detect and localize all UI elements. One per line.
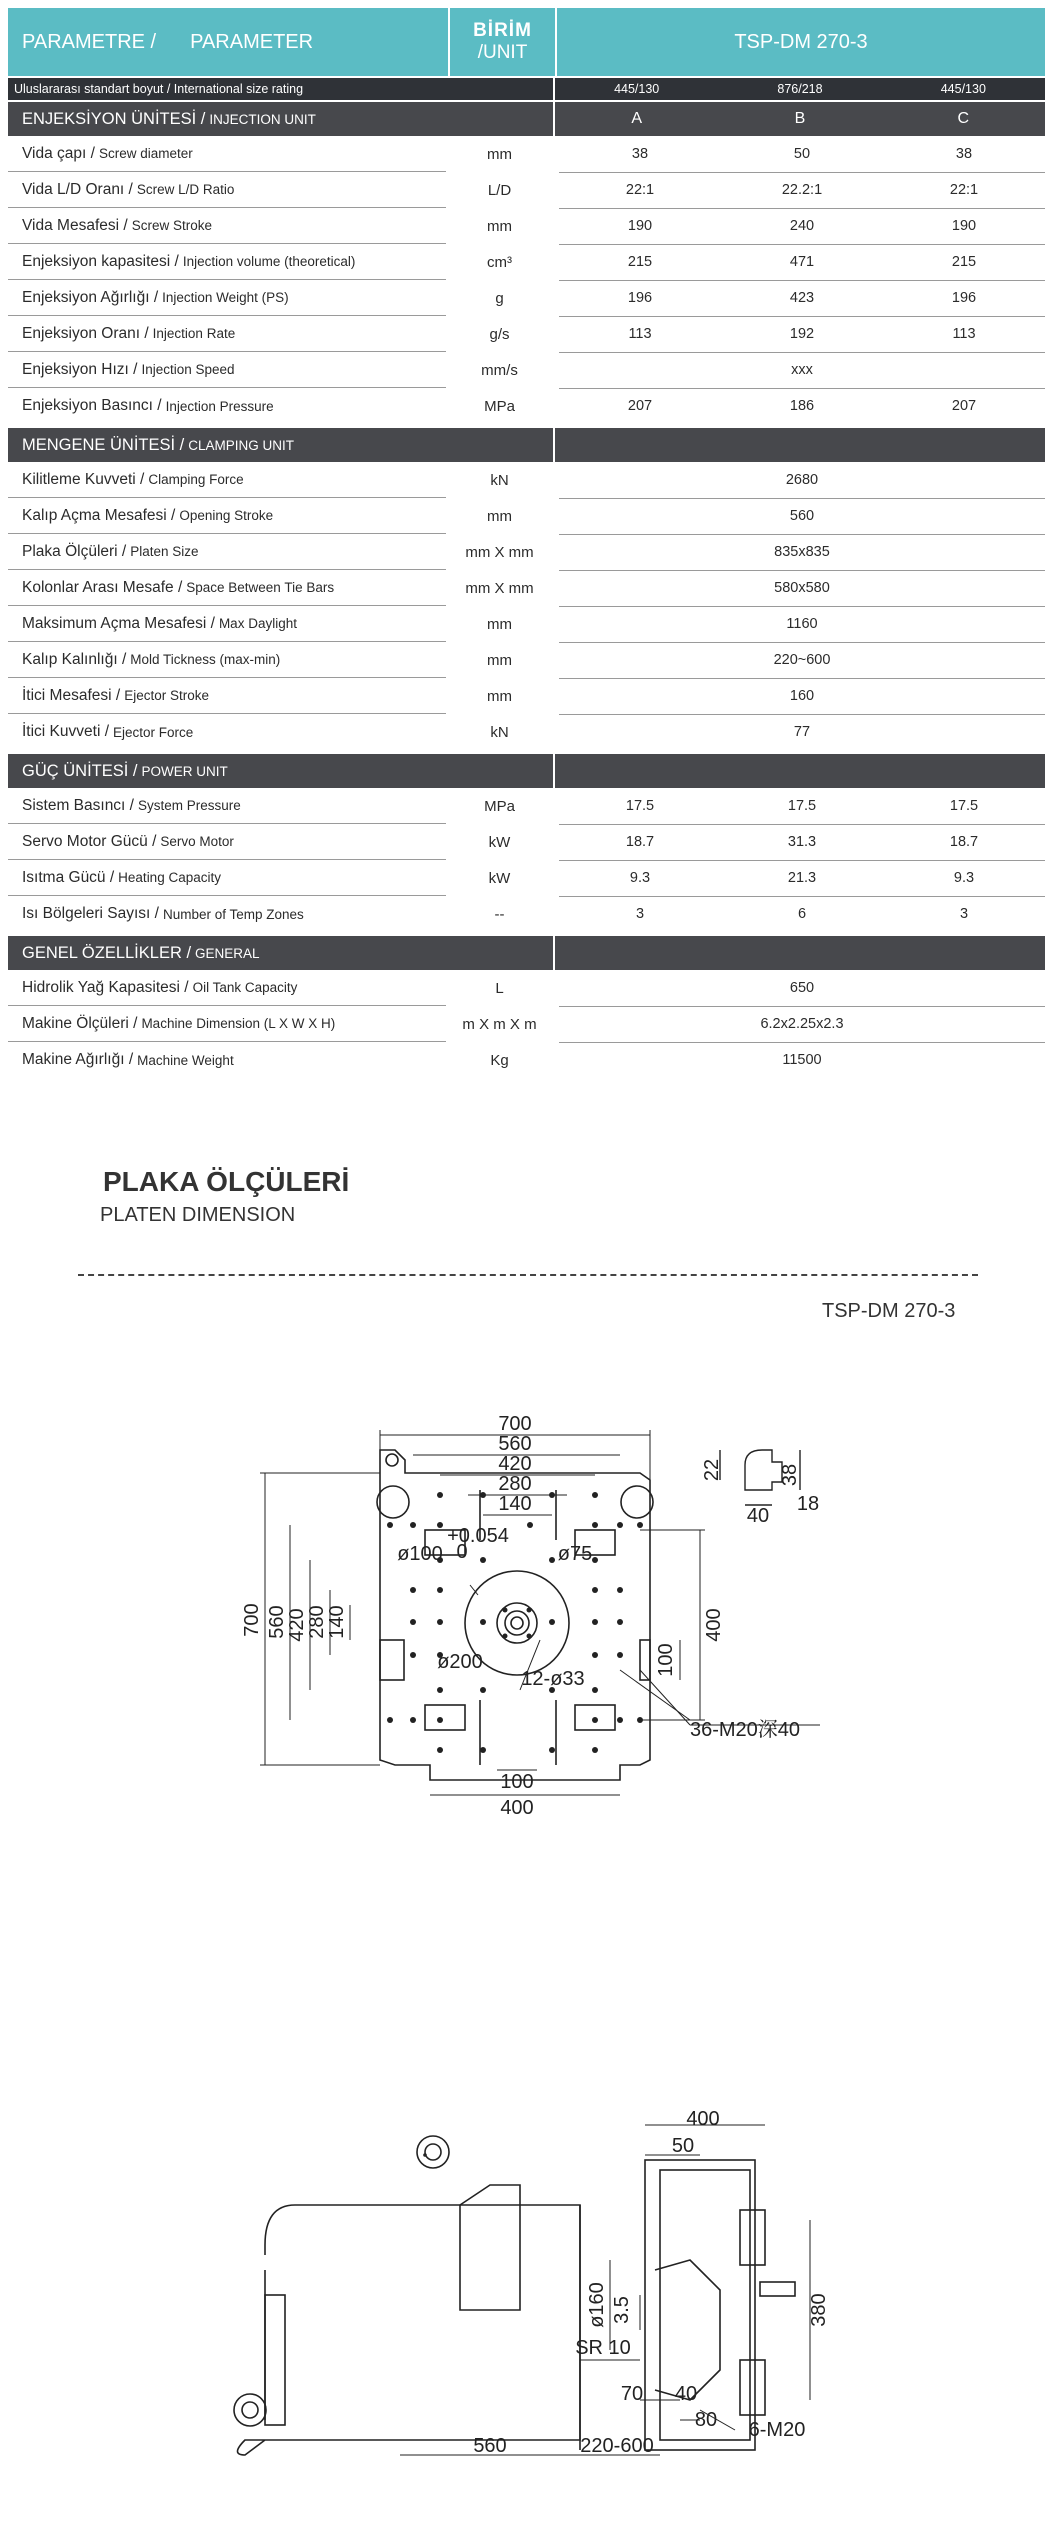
svg-text:22: 22 (701, 1458, 723, 1482)
param-unit: mm (487, 145, 512, 163)
svg-text:40: 40 (674, 2383, 698, 2405)
svg-text:220-600: 220-600 (580, 2435, 654, 2457)
table-row (8, 172, 1045, 208)
table-row (8, 462, 1045, 498)
section-title-en: CLAMPING UNIT (188, 437, 295, 453)
section-header (8, 936, 1045, 970)
svg-text:420: 420 (498, 1453, 532, 1475)
param-value: 38 (631, 145, 649, 162)
param-name-tr: Kalıp Açma Mesafesi / (22, 506, 176, 524)
param-name-en: Max Daylight (218, 616, 297, 631)
column-letter: B (794, 110, 806, 127)
param-value: 207 (627, 398, 653, 414)
param-name-tr: Vida çapı / (22, 144, 95, 162)
param-value: 21.3 (787, 869, 817, 886)
param-value: 192 (789, 325, 815, 342)
section-title-tr: GENEL ÖZELLİKLER / (22, 943, 192, 962)
param-name-tr: Vida L/D Oranı / (22, 180, 133, 198)
param-name-tr: Enjeksiyon Ağırlığı / (22, 288, 159, 306)
svg-text:560: 560 (266, 1605, 288, 1639)
svg-text:80: 80 (694, 2409, 718, 2431)
svg-text:50: 50 (671, 2135, 695, 2157)
section-title-tr: MENGENE ÜNİTESİ / (22, 435, 185, 454)
param-name-en: Oil Tank Capacity (192, 980, 298, 995)
param-unit: kN (490, 471, 509, 489)
param-unit: m X m X m (462, 1015, 537, 1033)
param-name-tr: Kalıp Kalınlığı / (22, 650, 127, 668)
param-unit: L/D (487, 181, 512, 199)
unit-header: BİRİM /UNIT (448, 8, 555, 76)
param-name-en: Platen Size (130, 544, 199, 559)
section-title-tr: ENJEKSİYON ÜNİTESİ / (22, 109, 206, 128)
dashed-divider (78, 1274, 978, 1276)
param-value: 835x835 (774, 543, 830, 560)
platen-subtitle: PLATEN DIMENSION (100, 1204, 296, 1226)
param-name-tr: Plaka Ölçüleri / (22, 542, 127, 560)
param-value: 6 (797, 906, 807, 922)
section-header (8, 102, 1045, 136)
param-unit: g/s (489, 325, 510, 343)
section-title-en: INJECTION UNIT (209, 111, 316, 127)
param-name-tr: Enjeksiyon Basıncı / (22, 397, 162, 414)
size-rating-row (8, 78, 1045, 100)
platen-side-drawing (0, 2110, 1053, 2510)
param-value: 38 (955, 145, 973, 162)
param-value: 2680 (785, 471, 819, 488)
svg-text:560: 560 (473, 2435, 507, 2457)
svg-text:100: 100 (655, 1643, 677, 1677)
platen-title: PLAKA ÖLÇÜLERİ (103, 1166, 350, 1197)
param-name-tr: Isıtma Gücü / (22, 868, 115, 886)
param-unit: kW (488, 869, 511, 887)
svg-text:70: 70 (620, 2383, 644, 2405)
svg-text:ø100: ø100 (397, 1543, 443, 1565)
table-row (8, 824, 1045, 860)
param-name-en: Clamping Force (148, 472, 244, 487)
table-row (8, 642, 1045, 678)
param-value: 215 (951, 253, 977, 270)
param-name-en: Servo Motor (160, 834, 234, 849)
param-unit: g (495, 289, 504, 307)
svg-text:400: 400 (686, 2110, 720, 2130)
param-name-en: Screw Stroke (131, 218, 212, 233)
size-rating-label: Uluslararası standart boyut / International size rating (14, 82, 304, 96)
param-value: 580x580 (774, 579, 830, 596)
param-name-tr: Hidrolik Yağ Kapasitesi / (22, 978, 189, 996)
param-value: 6.2x2.25x2.3 (760, 1015, 844, 1032)
param-name-en: Injection Weight (PS) (162, 290, 289, 305)
table-row (8, 970, 1045, 1006)
table-row (8, 388, 1045, 424)
param-value: 220~600 (773, 651, 831, 668)
param-name-en: Heating Capacity (118, 870, 221, 885)
table-row (8, 244, 1045, 280)
svg-text:100: 100 (500, 1771, 534, 1793)
svg-text:+0.054: +0.054 (447, 1525, 509, 1547)
svg-text:140: 140 (326, 1605, 348, 1639)
svg-text:12-ø33: 12-ø33 (521, 1668, 585, 1690)
platen-front-drawing (0, 1400, 1053, 1960)
param-unit: mm X mm (465, 579, 534, 597)
param-unit: MPa (484, 797, 515, 815)
table-row (8, 860, 1045, 896)
svg-text:38: 38 (779, 1463, 801, 1487)
svg-text:3.5: 3.5 (611, 2296, 633, 2324)
param-unit: mm (487, 687, 512, 705)
param-value: 9.3 (629, 869, 651, 886)
param-value: 650 (789, 979, 815, 996)
table-row (8, 896, 1045, 932)
param-value: 77 (793, 724, 811, 740)
param-name-tr: Maksimum Açma Mesafesi / (22, 614, 215, 632)
param-unit: Kg (490, 1051, 509, 1069)
platen-model: TSP-DM 270-3 (822, 1300, 956, 1322)
table-row (8, 136, 1045, 172)
param-name-en: System Pressure (137, 798, 241, 813)
table-row (8, 534, 1045, 570)
param-unit: L (495, 979, 504, 997)
param-name-tr: Vida Mesafesi / (22, 216, 128, 234)
param-unit: mm (487, 615, 512, 633)
section-header (8, 754, 1045, 788)
param-name-tr: Makine Ölçüleri / (22, 1014, 138, 1032)
svg-text:400: 400 (703, 1608, 725, 1642)
param-name-en: Injection Rate (152, 326, 236, 341)
param-name-en: Ejector Stroke (124, 688, 209, 703)
param-name-en: Injection volume (theoretical) (182, 254, 356, 269)
param-value: 207 (951, 398, 977, 414)
param-name-tr: Kolonlar Arası Mesafe / (22, 578, 183, 596)
svg-text:380: 380 (808, 2293, 830, 2327)
table-row (8, 1006, 1045, 1042)
param-value: 196 (951, 289, 977, 306)
param-value: 560 (789, 507, 815, 524)
param-name-en: Machine Dimension (L X W X H) (141, 1016, 336, 1031)
param-value: 22.2:1 (781, 181, 823, 198)
svg-text:280: 280 (498, 1473, 532, 1495)
table-row (8, 570, 1045, 606)
size-rating-value: 876/218 (777, 82, 823, 96)
param-value: 3 (635, 906, 645, 922)
param-value: 160 (789, 687, 815, 704)
param-value: 50 (793, 145, 811, 162)
svg-text:420: 420 (286, 1608, 308, 1642)
param-value: 9.3 (953, 869, 975, 886)
table-row (8, 208, 1045, 244)
param-value: 31.3 (787, 833, 817, 850)
param-name-tr: İtici Kuvveti / (22, 723, 109, 740)
param-name-en: Mold Tickness (max-min) (130, 652, 281, 667)
param-value: 240 (789, 217, 815, 234)
param-value: 18.7 (949, 833, 979, 850)
param-name-en: Screw L/D Ratio (136, 182, 235, 197)
svg-text:18: 18 (796, 1493, 820, 1515)
param-unit: MPa (484, 397, 515, 415)
table-row (8, 788, 1045, 824)
param-value: 17.5 (949, 797, 979, 814)
svg-text:ø200: ø200 (437, 1651, 483, 1673)
param-name-en: Injection Speed (141, 362, 235, 377)
param-value: 190 (627, 217, 653, 234)
param-name-tr: Sistem Basıncı / (22, 796, 134, 814)
svg-text:40: 40 (746, 1505, 770, 1527)
param-name-tr: İtici Mesafesi / (22, 686, 121, 704)
table-row (8, 606, 1045, 642)
param-unit: mm (487, 507, 512, 525)
param-value: xxx (791, 361, 813, 378)
param-unit: kW (488, 833, 511, 851)
spec-sheet (8, 8, 1045, 1078)
param-name-tr: Servo Motor Gücü / (22, 832, 157, 850)
param-header: PARAMETRE / PARAMETER (22, 30, 314, 53)
param-value: 1160 (786, 615, 818, 632)
table-row (8, 678, 1045, 714)
param-name-tr: Makine Ağırlığı / (22, 1051, 134, 1068)
param-value: 22:1 (949, 181, 979, 198)
size-rating-value: 445/130 (940, 82, 986, 96)
section-header (8, 428, 1045, 462)
param-value: 215 (627, 253, 653, 270)
param-unit: mm/s (481, 361, 518, 379)
param-value: 11500 (782, 1052, 822, 1068)
table-row (8, 280, 1045, 316)
param-value: 186 (789, 398, 815, 414)
model-header: TSP-DM 270-3 (555, 8, 1045, 76)
param-value: 17.5 (787, 797, 817, 814)
svg-text:140: 140 (498, 1493, 532, 1515)
param-value: 18.7 (625, 833, 655, 850)
column-letter: A (631, 110, 642, 127)
svg-text:400: 400 (500, 1797, 534, 1819)
param-value: 190 (951, 217, 977, 234)
section-title-en: POWER UNIT (141, 763, 228, 779)
param-name-tr: Kilitleme Kuvveti / (22, 470, 145, 488)
svg-text:700: 700 (498, 1413, 532, 1435)
param-name-en: Screw diameter (98, 146, 193, 161)
param-value: 22:1 (625, 181, 655, 198)
param-name-en: Space Between Tie Bars (186, 580, 335, 595)
svg-text:ø160: ø160 (586, 2282, 608, 2328)
param-unit: mm (487, 651, 512, 669)
table-row (8, 714, 1045, 750)
svg-text:560: 560 (498, 1433, 532, 1455)
column-letter: C (957, 110, 970, 127)
param-name-en: Number of Temp Zones (162, 906, 304, 922)
param-value: 17.5 (625, 797, 655, 814)
table-row (8, 352, 1045, 388)
param-unit: cm³ (487, 253, 512, 271)
svg-text:ø75: ø75 (557, 1543, 593, 1565)
svg-text:36-M20深40: 36-M20深40 (689, 1719, 801, 1741)
table-row (8, 498, 1045, 534)
param-name-tr: Enjeksiyon Hızı / (22, 360, 138, 378)
param-name-tr: Isı Bölgeleri Sayısı / (22, 905, 159, 922)
param-value: 3 (959, 906, 969, 922)
svg-text:0: 0 (456, 1541, 468, 1563)
param-name-en: Ejector Force (113, 724, 194, 740)
table-row (8, 1042, 1045, 1078)
svg-text:700: 700 (241, 1603, 263, 1637)
param-name-en: Injection Pressure (165, 398, 274, 414)
table-row (8, 316, 1045, 352)
svg-text:6-M20: 6-M20 (748, 2419, 806, 2441)
table-header (8, 8, 1045, 76)
param-unit: kN (490, 723, 509, 741)
param-name-en: Machine Weight (137, 1052, 234, 1068)
section-title-tr: GÜÇ ÜNİTESİ / (22, 761, 138, 780)
spec-sections (8, 102, 1045, 1078)
param-value: 196 (627, 289, 653, 306)
svg-text:280: 280 (306, 1605, 328, 1639)
param-value: 471 (789, 253, 815, 270)
size-rating-values (553, 78, 1045, 100)
param-value: 113 (628, 325, 652, 342)
param-unit: -- (494, 905, 505, 923)
param-name-tr: Enjeksiyon kapasitesi / (22, 252, 179, 270)
param-name-tr: Enjeksiyon Oranı / (22, 324, 149, 342)
section-title-en: GENERAL (195, 945, 260, 961)
param-value: 423 (789, 289, 815, 306)
svg-text:SR 10: SR 10 (575, 2337, 631, 2359)
param-name-en: Opening Stroke (179, 508, 274, 523)
param-value: 113 (952, 325, 976, 342)
size-rating-value: 445/130 (614, 82, 660, 96)
param-unit: mm X mm (465, 543, 534, 561)
param-unit: mm (487, 217, 512, 235)
